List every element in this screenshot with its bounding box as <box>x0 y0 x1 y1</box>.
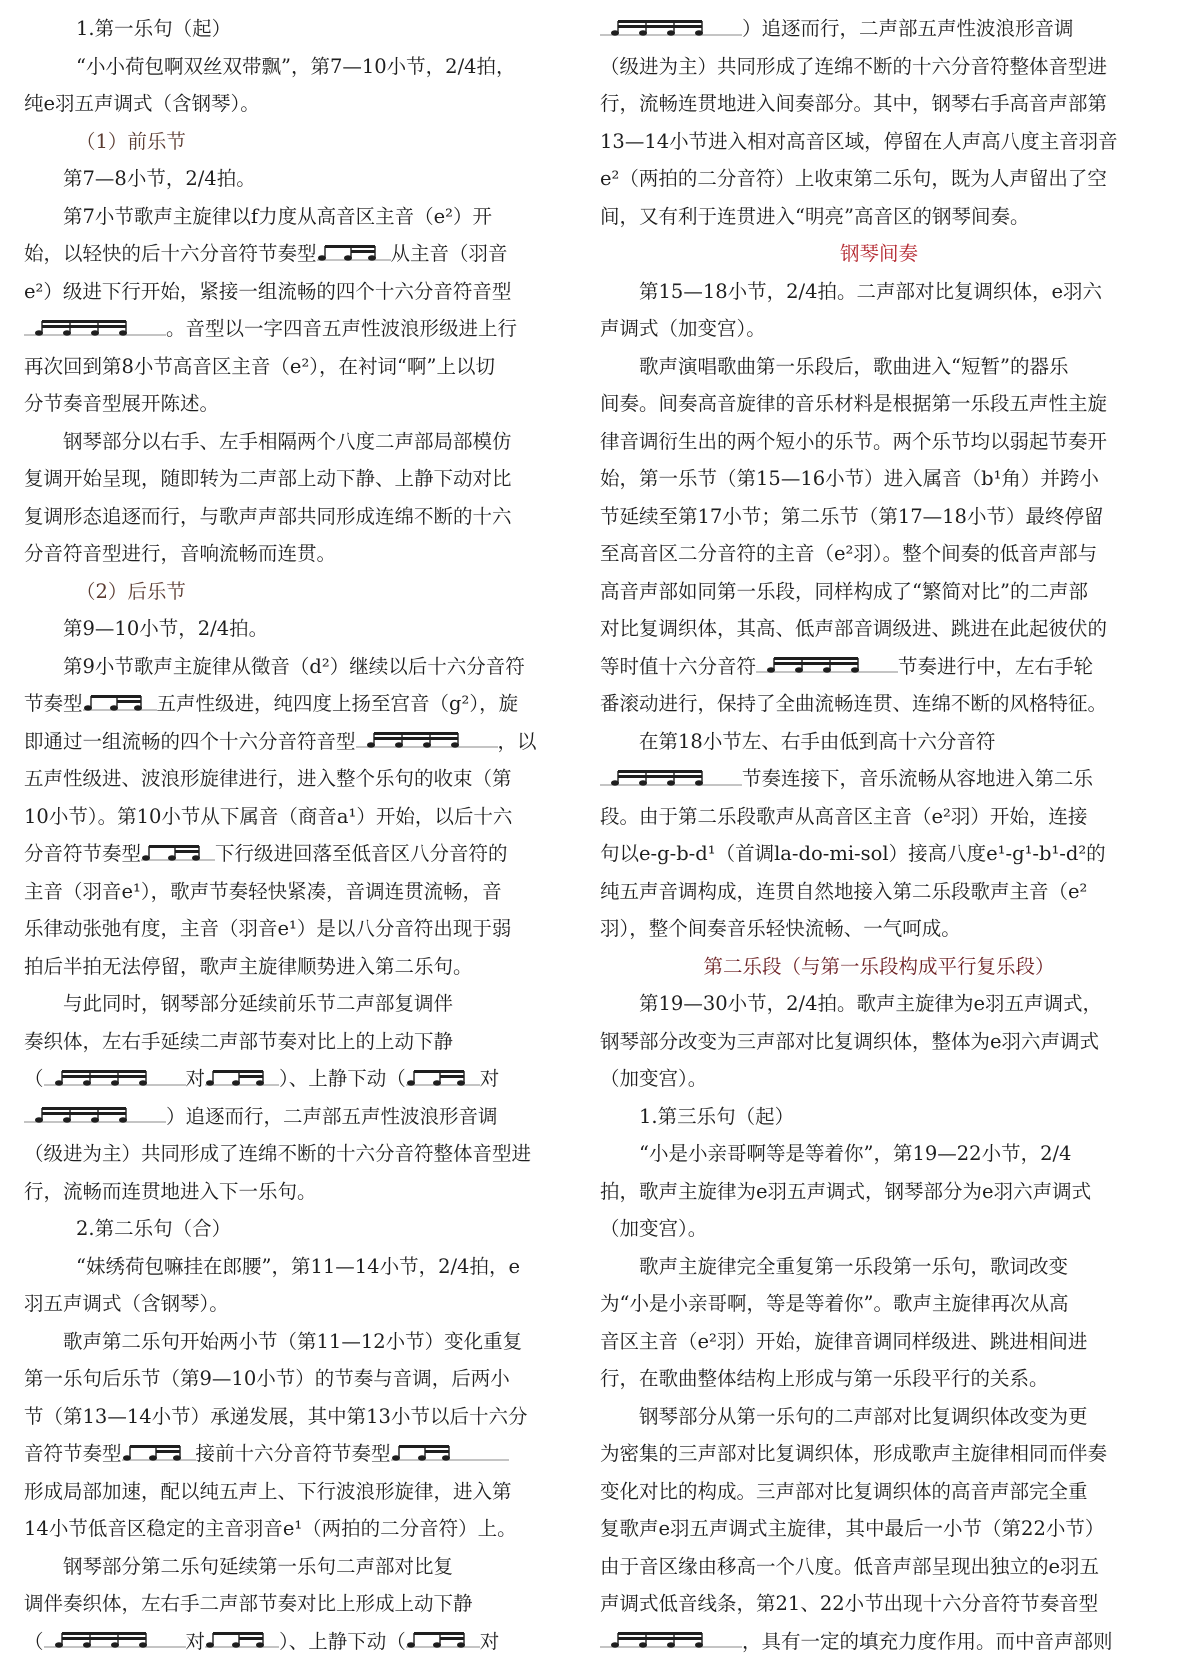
text-line: ，具有一定的填充力度作用。而中音声部则 <box>600 1623 1158 1660</box>
text-line: 始，以轻快的后十六分音符节奏型 从主音（羽音 <box>24 235 580 273</box>
text-line: 拍后半拍无法停留，歌声主旋律顺势进入第二乐句。 <box>24 948 580 986</box>
rhythm-four-sixteenths-icon <box>24 318 166 340</box>
text-line: （级进为主）共同形成了连绵不断的十六分音符整体音型进 <box>24 1135 580 1173</box>
text-line: 对比复调织体，其高、低声部音调级进、跳进在此起彼伏的 <box>600 610 1158 648</box>
text-line: e²（两拍的二分音符）上收束第二乐句，既为人声留出了空 <box>600 160 1158 198</box>
text-line: 行，在歌曲整体结构上形成与第一乐段平行的关系。 <box>600 1360 1158 1398</box>
text-line: 第7小节歌声主旋律以f力度从高音区主音（e²）开 <box>24 198 580 236</box>
text-line: 等时值十六分音符 节奏进行中，左右手轮 <box>600 648 1158 686</box>
rhythm-eighth-two-sixteenths-icon <box>391 1443 509 1465</box>
text-line: 由于音区缘由移高一个八度。低音声部呈现出独立的e羽五 <box>600 1548 1158 1586</box>
text-line: 钢琴部分第二乐句延续第一乐句二声部对比复 <box>24 1548 580 1586</box>
text-line: 拍，歌声主旋律为e羽五声调式，钢琴部分为e羽六声调式 <box>600 1173 1158 1211</box>
text-line: 羽），整个间奏音乐轻快流畅、一气呵成。 <box>600 910 1158 948</box>
text-line: 第一乐句后乐节（第9—10小节）的节奏与音调，后两小 <box>24 1360 580 1398</box>
rhythm-four-sixteenths-icon <box>600 1630 742 1652</box>
text-line: 律音调衍生出的两个短小的乐节。两个乐节均以弱起节奏开 <box>600 423 1158 461</box>
section-heading: 1.第三乐句（起） <box>600 1098 1158 1136</box>
text-line: 14小节低音区稳定的主音羽音e¹（两拍的二分音符）上。 <box>24 1510 580 1548</box>
rhythm-eighth-two-sixteenths-icon <box>406 1068 480 1090</box>
text-line: 第15—18小节，2/4拍。二声部对比复调织体，e羽六 <box>600 273 1158 311</box>
text-line: 五声性级进、波浪形旋律进行，进入整个乐句的收束（第 <box>24 760 580 798</box>
text-line: ）追逐而行，二声部五声性波浪形音调 <box>600 10 1158 48</box>
text-line: 行，流畅而连贯地进入下一乐句。 <box>24 1173 580 1211</box>
section-title-second-period: 第二乐段（与第一乐段构成平行复乐段） <box>600 948 1158 986</box>
text-line: 钢琴部分以右手、左手相隔两个八度二声部局部模仿 <box>24 423 580 461</box>
text-line: （ 对 ）、上静下动（ 对 <box>24 1060 580 1098</box>
text-line: 即通过一组流畅的四个十六分音符音型 ，以 <box>24 723 580 761</box>
text-line: 音符节奏型 接前十六分音符节奏型 <box>24 1435 580 1473</box>
text-line: 第9小节歌声主旋律从徵音（d²）继续以后十六分音符 <box>24 648 580 686</box>
right-column <box>600 10 1158 1660</box>
text-line: 复调形态追逐而行，与歌声声部共同形成连绵不断的十六 <box>24 498 580 536</box>
text-line: 高音声部如同第一乐段，同样构成了“繁简对比”的二声部 <box>600 573 1158 611</box>
text-line: 为“小是小亲哥啊，等是等着你”。歌声主旋律再次从高 <box>600 1285 1158 1323</box>
text-line: 分音符音型进行，音响流畅而连贯。 <box>24 535 580 573</box>
text-line: 间，又有利于连贯进入“明亮”高音区的钢琴间奏。 <box>600 198 1158 236</box>
text-line: 奏织体，左右手延续二声部节奏对比上的上动下静 <box>24 1023 580 1061</box>
rhythm-four-sixteenths-icon <box>600 18 742 40</box>
text-line: （级进为主）共同形成了连绵不断的十六分音符整体音型进 <box>600 48 1158 86</box>
text-line: 始，第一乐节（第15—16小节）进入属音（b¹角）并跨小 <box>600 460 1158 498</box>
rhythm-eighth-two-sixteenths-icon <box>141 843 215 865</box>
section-title-piano-interlude: 钢琴间奏 <box>600 235 1158 273</box>
section-heading: 2.第二乐句（合） <box>24 1210 580 1248</box>
text-line: 行，流畅连贯地进入间奏部分。其中，钢琴右手高音声部第 <box>600 85 1158 123</box>
text-line: 歌声第二乐句开始两小节（第11—12小节）变化重复 <box>24 1323 580 1361</box>
text-line: 羽五声调式（含钢琴）。 <box>24 1285 580 1323</box>
text-line: “妹绣荷包嘛挂在郎腰”，第11—14小节，2/4拍，e <box>24 1248 580 1286</box>
text-line: “小小荷包啊双丝双带飘”，第7—10小节，2/4拍， <box>24 48 580 86</box>
text-line: 复歌声e羽五声调式主旋律，其中最后一小节（第22小节） <box>600 1510 1158 1548</box>
text-line: 节（第13—14小节）承递发展，其中第13小节以后十六分 <box>24 1398 580 1436</box>
text-line: 乐律动张弛有度，主音（羽音e¹）是以八分音符出现于弱 <box>24 910 580 948</box>
rhythm-eighth-two-sixteenths-icon <box>122 1443 196 1465</box>
left-column <box>24 10 580 1660</box>
text-line: 复调开始呈现，随即转为二声部上动下静、上静下动对比 <box>24 460 580 498</box>
text-line: 主音（羽音e¹），歌声节奏轻快紧凑，音调连贯流畅，音 <box>24 873 580 911</box>
text-line: 音区主音（e²羽）开始，旋律音调同样级进、跳进相间进 <box>600 1323 1158 1361</box>
text-line: 间奏。间奏高音旋律的音乐材料是根据第一乐段五声性主旋 <box>600 385 1158 423</box>
text-line: 句以e-g-b-d¹（首调la-do-mi-sol）接高八度e¹-g¹-b¹-d²的 <box>600 835 1158 873</box>
text-line: 节奏型 五声性级进，纯四度上扬至宫音（g²），旋 <box>24 685 580 723</box>
text-line: 为密集的三声部对比复调织体，形成歌声主旋律相同而伴奏 <box>600 1435 1158 1473</box>
rhythm-eighth-two-sixteenths-icon <box>406 1630 480 1652</box>
text-line: 变化对比的构成。三声部对比复调织体的高音声部完全重 <box>600 1473 1158 1511</box>
text-line: 歌声主旋律完全重复第一乐段第一乐句，歌词改变 <box>600 1248 1158 1286</box>
rhythm-four-sixteenths-icon <box>600 768 742 790</box>
text-line: 在第18小节左、右手由低到高十六分音符 <box>600 723 1158 761</box>
rhythm-four-sixteenths-icon <box>356 730 498 752</box>
text-line: 调伴奏织体，左右手二声部节奏对比上形成上动下静 <box>24 1585 580 1623</box>
rhythm-four-sixteenths-icon <box>24 1105 166 1127</box>
text-line: 分音符节奏型 下行级进回落至低音区八分音符的 <box>24 835 580 873</box>
text-line: 歌声演唱歌曲第一乐段后，歌曲进入“短暂”的器乐 <box>600 348 1158 386</box>
rhythm-four-sixteenths-icon <box>44 1630 186 1652</box>
text-line: 节奏连接下，音乐流畅从容地进入第二乐 <box>600 760 1158 798</box>
text-line: 番滚动进行，保持了全曲流畅连贯、连绵不断的风格特征。 <box>600 685 1158 723</box>
text-line: 第7—8小节，2/4拍。 <box>24 160 580 198</box>
subsection-heading: （1）前乐节 <box>24 123 580 161</box>
rhythm-four-sixteenths-icon <box>756 655 898 677</box>
text-line: 10小节）。第10小节从下属音（商音a¹）开始，以后十六 <box>24 798 580 836</box>
text-line: ）追逐而行，二声部五声性波浪形音调 <box>24 1098 580 1136</box>
text-line: 第9—10小节，2/4拍。 <box>24 610 580 648</box>
rhythm-eighth-two-sixteenths-icon <box>205 1630 279 1652</box>
text-line: 再次回到第8小节高音区主音（e²），在衬词“啊”上以切 <box>24 348 580 386</box>
section-heading: 1.第一乐句（起） <box>24 10 580 48</box>
text-line: 纯五声音调构成，连贯自然地接入第二乐段歌声主音（e² <box>600 873 1158 911</box>
subsection-heading: （2）后乐节 <box>24 573 580 611</box>
rhythm-eighth-two-sixteenths-icon <box>317 243 391 265</box>
text-line: 。音型以一字四音五声性波浪形级进上行 <box>24 310 580 348</box>
text-line: e²）级进下行开始，紧接一组流畅的四个十六分音符音型 <box>24 273 580 311</box>
text-line: 钢琴部分改变为三声部对比复调织体，整体为e羽六声调式 <box>600 1023 1158 1061</box>
text-line: （加变宫）。 <box>600 1060 1158 1098</box>
text-line: （加变宫）。 <box>600 1210 1158 1248</box>
rhythm-eighth-two-sixteenths-icon <box>205 1068 279 1090</box>
text-line: 钢琴部分从第一乐句的二声部对比复调织体改变为更 <box>600 1398 1158 1436</box>
text-line: 段。由于第二乐段歌声从高音区主音（e²羽）开始，连接 <box>600 798 1158 836</box>
text-line: 形成局部加速，配以纯五声上、下行波浪形旋律，进入第 <box>24 1473 580 1511</box>
text-line: 声调式（加变宫）。 <box>600 310 1158 348</box>
text-line: 节延续至第17小节；第二乐节（第17—18小节）最终停留 <box>600 498 1158 536</box>
text-line: 声调式低音线条，第21、22小节出现十六分音符节奏音型 <box>600 1585 1158 1623</box>
text-line: “小是小亲哥啊等是等着你”，第19—22小节，2/4 <box>600 1135 1158 1173</box>
text-line: 与此同时，钢琴部分延续前乐节二声部复调伴 <box>24 985 580 1023</box>
text-line: 13—14小节进入相对高音区域，停留在人声高八度主音羽音 <box>600 123 1158 161</box>
text-line: （ 对 ）、上静下动（ 对 <box>24 1623 580 1660</box>
text-line: 纯e羽五声调式（含钢琴）。 <box>24 85 580 123</box>
rhythm-four-sixteenths-icon <box>44 1068 186 1090</box>
text-line: 分节奏音型展开陈述。 <box>24 385 580 423</box>
text-line: 至高音区二分音符的主音（e²羽）。整个间奏的低音声部与 <box>600 535 1158 573</box>
rhythm-eighth-two-sixteenths-icon <box>83 693 157 715</box>
text-line: 第19—30小节，2/4拍。歌声主旋律为e羽五声调式， <box>600 985 1158 1023</box>
